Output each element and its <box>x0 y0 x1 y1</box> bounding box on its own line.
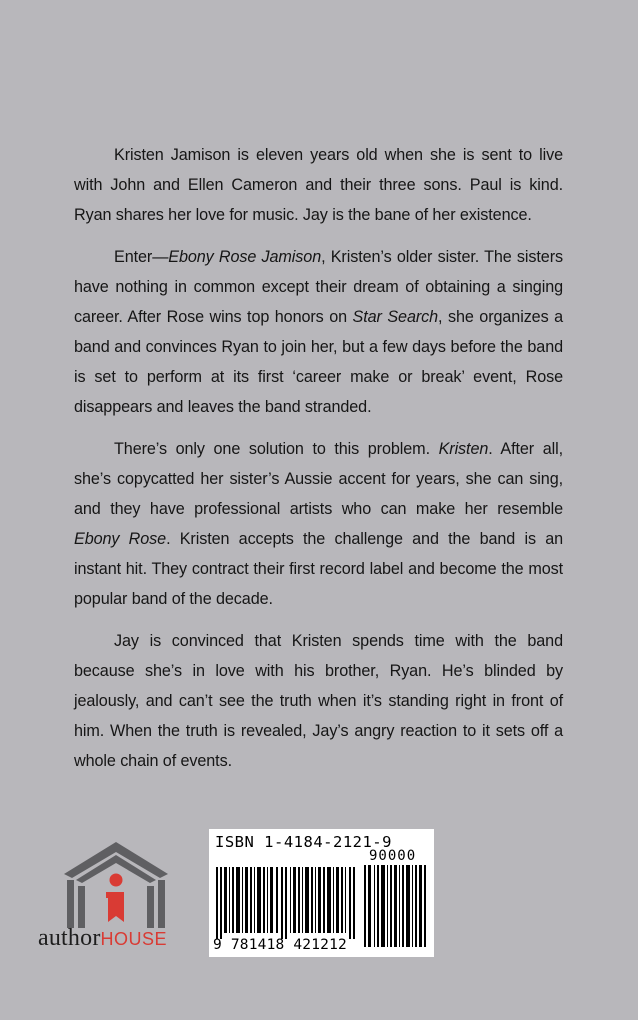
isbn-label: ISBN 1-4184-2121-9 <box>215 833 392 851</box>
isbn-barcode <box>209 829 434 957</box>
blurb-text: Enter— <box>114 248 169 266</box>
blurb-italic-text: Ebony Rose Jamison <box>168 248 322 266</box>
ean-digits: 9 781418 421212 <box>213 937 347 953</box>
blurb-text: Jay is convinced that Kristen spends time with the band because she’s in love with his brother, Ryan. He’s blinded by jealously, and can’t see the truth when it’s standing right in front of him. When the truth is revealed, Jay’s angry reaction to it sets off a whole chain of events. <box>74 632 563 770</box>
price-code: 90000 <box>369 848 417 864</box>
publisher-name-house: HOUSE <box>100 929 168 949</box>
blurb-paragraph-2 <box>74 242 563 422</box>
blurb-text: Kristen Jamison is eleven years old when she is sent to live with John and Ellen Cameron and their three sons. Paul is kind. Ryan shares her love for music. Jay is the bane of her existence. <box>74 146 563 224</box>
blurb-text: There’s only one solution to this problem. <box>114 440 439 458</box>
blurb-paragraph-4 <box>74 626 563 776</box>
back-cover-blurb <box>74 140 563 788</box>
blurb-italic-text: Kristen <box>438 440 489 458</box>
blurb-text: , Kristen’s older sister. The sisters have nothing in common except their dream of obtaining a singing career. After Rose wins top honors on <box>74 248 563 326</box>
blurb-text: , she organizes a band and convinces Ryan to join her, but a few days before the band is set to perform at its first ‘career make or break’ event, Rose disappears and leaves the band stranded. <box>74 308 564 416</box>
blurb-text: . Kristen accepts the challenge and the band is an instant hit. They contract their first record label and become the most popular band of the decade. <box>74 530 564 608</box>
blurb-paragraph-3 <box>74 434 563 614</box>
price-addon-bars <box>362 865 428 947</box>
blurb-italic-text: Star Search <box>352 308 439 326</box>
publisher-wordmark <box>38 925 167 952</box>
blurb-paragraph-1 <box>74 140 563 230</box>
ean-bars <box>214 867 358 939</box>
blurb-text: . After all, she’s copycatted her sister’s Aussie accent for years, she can sing, and they have professional artists who can make her resemble <box>74 440 563 518</box>
blurb-italic-text: Ebony Rose <box>74 530 167 548</box>
publisher-name-author: author <box>38 925 101 951</box>
